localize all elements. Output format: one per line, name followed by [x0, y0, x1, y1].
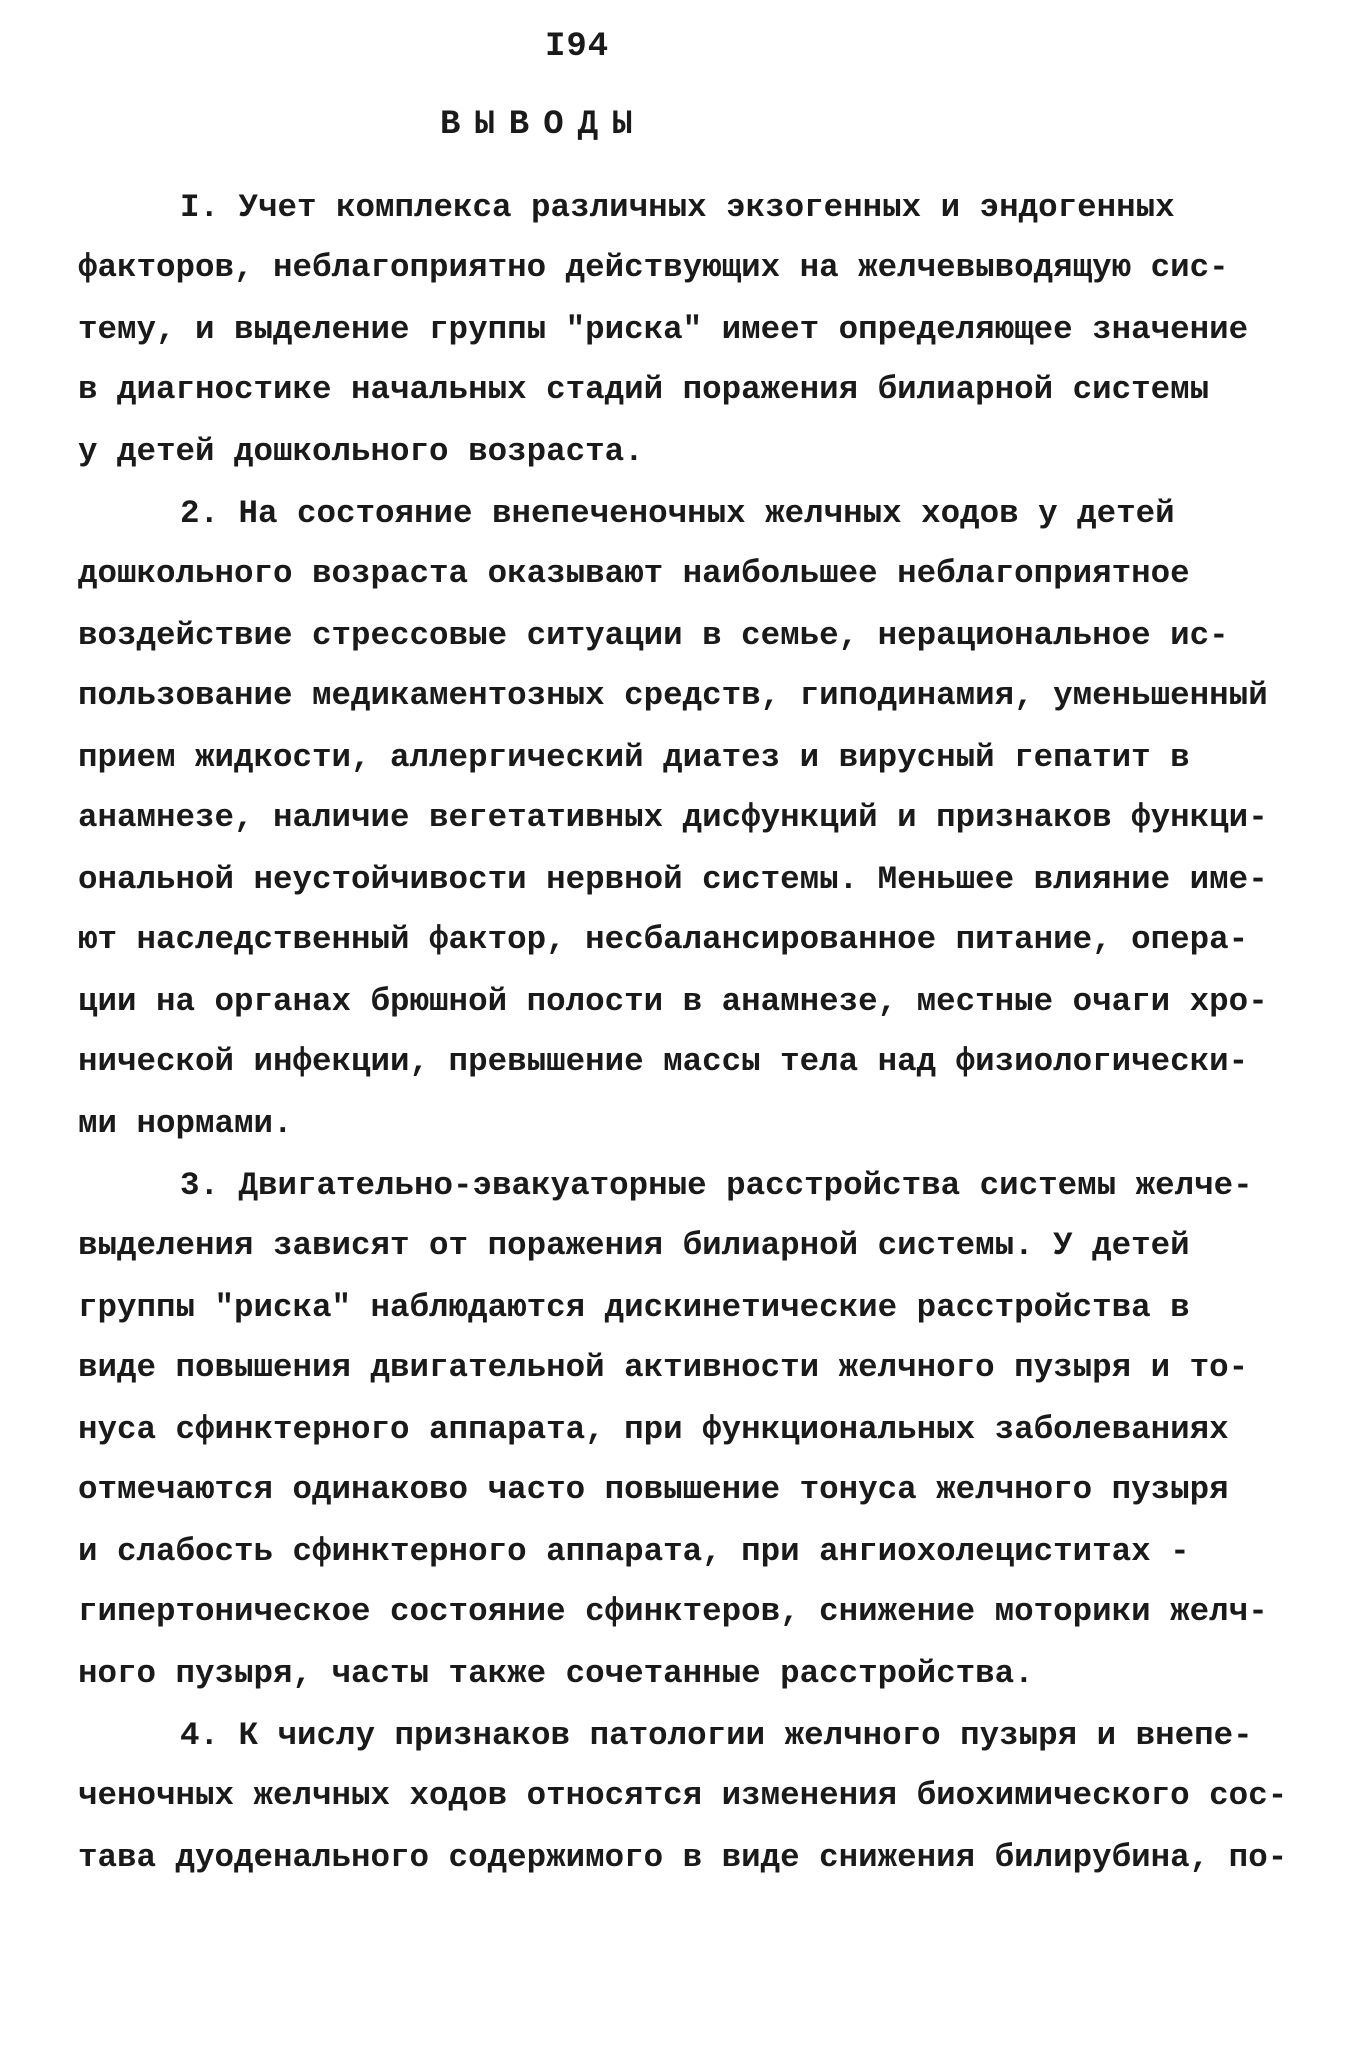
text-line: I. Учет комплекса различных экзогенных и эндогенных: [180, 189, 1175, 226]
text-line: гипертоническое состояние сфинктеров, снижение моторики желч-: [78, 1593, 1268, 1630]
text-line: нуса сфинктерного аппарата, при функциональных заболеваниях: [78, 1411, 1229, 1448]
text-line: пользование медикаментозных средств, гиподинамия, уменьшенный: [78, 677, 1268, 714]
text-line: ональной неустойчивости нервной системы. Меньшее влияние име-: [78, 861, 1268, 898]
section-heading: ВЫВОДЫ: [440, 106, 647, 144]
text-line: ции на органах брюшной полости в анамнезе, местные очаги хро-: [78, 983, 1268, 1020]
text-line: нической инфекции, превышение массы тела над физиологически-: [78, 1043, 1249, 1080]
text-line: анамнезе, наличие вегетативных дисфункций и признаков функци-: [78, 799, 1268, 836]
text-line: тему, и выделение группы "риска" имеет определяющее значение: [78, 311, 1249, 348]
text-line: ют наследственный фактор, несбалансированное питание, опера-: [78, 921, 1249, 958]
text-line: 2. На состояние внепеченочных желчных ходов у детей: [180, 495, 1175, 532]
text-line: факторов, неблагоприятно действующих на желчевыводящую сис-: [78, 249, 1229, 286]
text-line: отмечаются одинаково часто повышение тонуса желчного пузыря: [78, 1471, 1229, 1508]
text-line: виде повышения двигательной активности желчного пузыря и то-: [78, 1349, 1249, 1386]
text-line: тава дуоденального содержимого в виде снижения билирубина, по-: [78, 1839, 1288, 1876]
text-line: и слабость сфинктерного аппарата, при ангиохолециститах -: [78, 1533, 1190, 1570]
text-line: 3. Двигательно-эвакуаторные расстройства системы желче-: [180, 1167, 1253, 1204]
text-line: воздействие стрессовые ситуации в семье, нерациональное ис-: [78, 617, 1229, 654]
text-line: прием жидкости, аллергический диатез и вирусный гепатит в: [78, 739, 1190, 776]
text-line: 4. К числу признаков патологии желчного пузыря и внепе-: [180, 1717, 1253, 1754]
text-line: группы "риска" наблюдаются дискинетические расстройства в: [78, 1289, 1190, 1326]
page-number: I94: [545, 28, 610, 66]
text-line: у детей дошкольного возраста.: [78, 433, 644, 470]
text-line: дошкольного возраста оказывают наибольшее неблагоприятное: [78, 555, 1190, 592]
text-line: выделения зависят от поражения билиарной системы. У детей: [78, 1227, 1190, 1264]
text-line: ного пузыря, часты также сочетанные расстройства.: [78, 1655, 1034, 1692]
text-line: ми нормами.: [78, 1105, 293, 1142]
text-line: ченочных желчных ходов относятся изменения биохимического сос-: [78, 1777, 1288, 1814]
text-line: в диагностике начальных стадий поражения билиарной системы: [78, 371, 1210, 408]
